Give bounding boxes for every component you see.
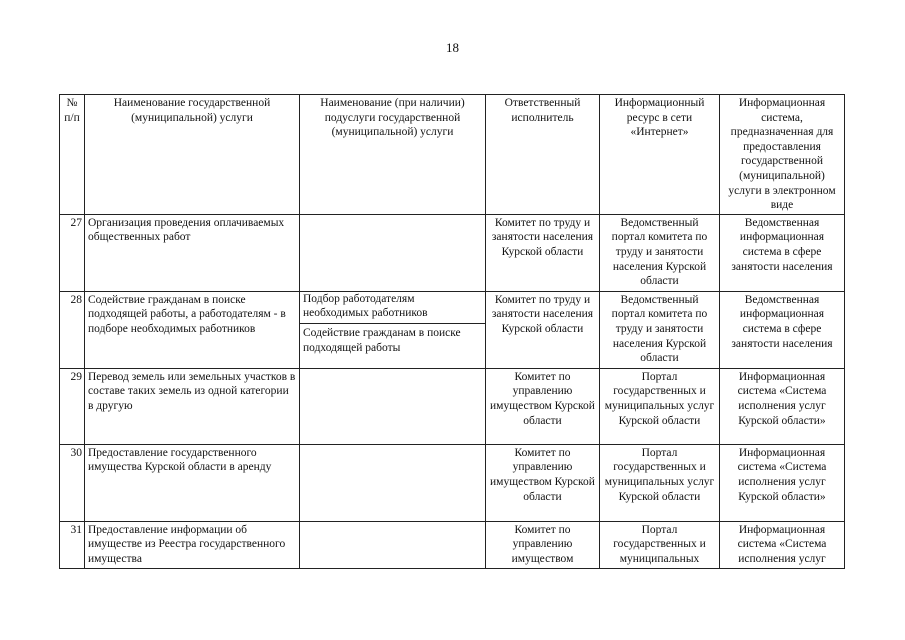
internet-resource: Портал государственных и муниципальных услуг Курской области xyxy=(600,444,720,521)
header-system: Информационная система, предназначенная для предоставления государственной (муниципальной) услуги в электронном виде xyxy=(720,95,845,215)
subservice-name xyxy=(300,291,486,368)
service-name: Организация проведения оплачиваемых общественных работ xyxy=(85,214,300,291)
table-header-row xyxy=(60,95,845,215)
executor: Комитет по труду и занятости населения Курской области xyxy=(486,214,600,291)
table-row xyxy=(60,214,845,291)
subservice-item: Подбор работодателям необходимых работников xyxy=(303,292,428,320)
service-name: Перевод земель или земельных участков в составе таких земель из одной категории в другую xyxy=(85,368,300,444)
subservice-name xyxy=(300,444,486,521)
service-name: Предоставление государственного имущества Курской области в аренду xyxy=(85,444,300,521)
subservice-item: Содействие гражданам в поиске подходящей работы xyxy=(300,323,485,357)
executor: Комитет по управлению имуществом Курской области xyxy=(486,444,600,521)
header-resource: Информационный ресурс в сети «Интернет» xyxy=(600,95,720,215)
row-number: 30 xyxy=(60,444,85,521)
header-executor: Ответственный исполнитель xyxy=(486,95,600,215)
service-name: Содействие гражданам в поиске подходящей работы, а работодателям - в подборе необходимых работников xyxy=(85,291,300,368)
table-row xyxy=(60,368,845,444)
internet-resource: Портал государственных и муниципальных xyxy=(600,521,720,568)
subservice-name xyxy=(300,368,486,444)
table-row xyxy=(60,444,845,521)
internet-resource: Ведомственный портал комитета по труду и занятости населения Курской области xyxy=(600,214,720,291)
header-num: № п/п xyxy=(60,95,85,215)
information-system: Информационная система «Система исполнения услуг Курской области» xyxy=(720,368,845,444)
internet-resource: Портал государственных и муниципальных услуг Курской области xyxy=(600,368,720,444)
header-subservice: Наименование (при наличии) подуслуги государственной (муниципальной) услуги xyxy=(300,95,486,215)
row-number: 27 xyxy=(60,214,85,291)
executor: Комитет по управлению имуществом xyxy=(486,521,600,568)
table-row xyxy=(60,291,845,368)
subservice-name xyxy=(300,521,486,568)
subservice-name xyxy=(300,214,486,291)
header-service: Наименование государственной (муниципальной) услуги xyxy=(85,95,300,215)
internet-resource: Ведомственный портал комитета по труду и занятости населения Курской области xyxy=(600,291,720,368)
information-system: Ведомственная информационная система в сфере занятости населения xyxy=(720,214,845,291)
information-system: Ведомственная информационная система в сфере занятости населения xyxy=(720,291,845,368)
page-number: 18 xyxy=(446,40,459,55)
row-number: 28 xyxy=(60,291,85,368)
service-name: Предоставление информации об имуществе из Реестра государственного имущества xyxy=(85,521,300,568)
information-system: Информационная система «Система исполнения услуг xyxy=(720,521,845,568)
table-row xyxy=(60,521,845,568)
row-number: 29 xyxy=(60,368,85,444)
executor: Комитет по управлению имуществом Курской области xyxy=(486,368,600,444)
row-number: 31 xyxy=(60,521,85,568)
executor: Комитет по труду и занятости населения Курской области xyxy=(486,291,600,368)
services-table xyxy=(59,94,845,569)
information-system: Информационная система «Система исполнения услуг Курской области» xyxy=(720,444,845,521)
